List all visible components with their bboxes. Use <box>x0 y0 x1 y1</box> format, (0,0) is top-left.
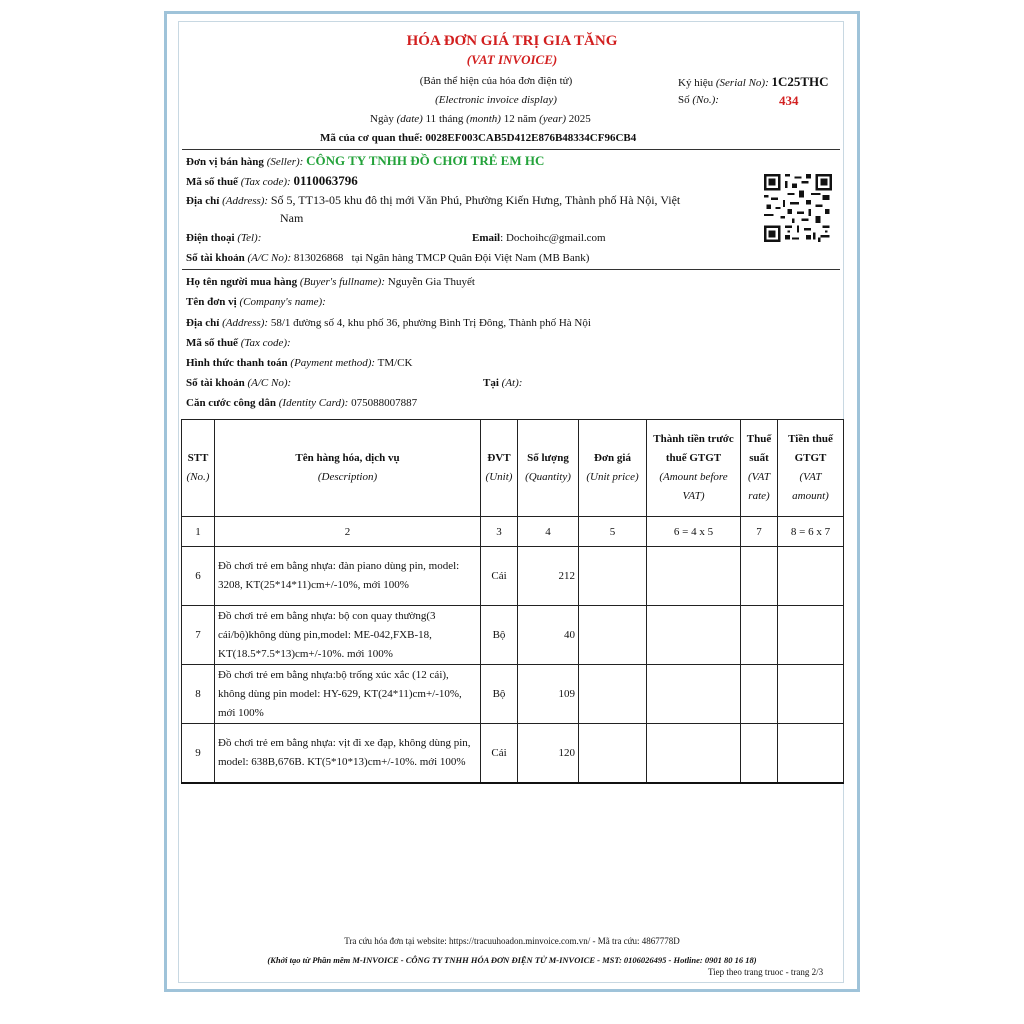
buyer-fullname: Nguyễn Gia Thuyết <box>387 276 475 288</box>
col-header-vat-amount: Tiền thuế GTGT (VAT amount) <box>778 420 844 517</box>
seller-name-row: Đơn vị bán hàng (Seller): CÔNG TY TNHH ĐỒ CHƠI TRẺ EM HC <box>186 153 545 168</box>
invoice-subtitle: (VAT INVOICE) <box>466 52 558 67</box>
seller-email: Dochoihc@gmail.com <box>505 232 606 244</box>
display-label-en: (Electronic invoice display) <box>435 94 557 106</box>
col-header-vat-rate: Thuế suất (VAT rate) <box>741 420 778 517</box>
buyer-account-row: Số tài khoản (A/C No): <box>186 377 292 389</box>
buyer-address-row: Địa chỉ (Address): 58/1 đường số 4, khu phố 36, phường Bình Trị Đông, Thành phố Hà Nội <box>186 317 591 329</box>
seller-account: 813026868 <box>293 252 344 264</box>
invoice-number: 434 <box>779 93 799 108</box>
lookup-info: Tra cứu hóa đơn tại website: https://tracuuhoadon.minvoice.com.vn/ - Mã tra cứu: 4867778D <box>344 936 680 946</box>
col-header-description: Tên hàng hóa, dịch vụ (Description) <box>215 420 481 517</box>
table-row: 7 Đồ chơi trẻ em bằng nhựa: bộ con quay thường(3 cái/bộ)không dùng pin,model: ME-042,FXB-18, KT(18.5*7.5*13)cm+/-10%. mới 100% Bộ 40 <box>182 606 844 665</box>
table-row: 9 Đồ chơi trẻ em bằng nhựa: vịt đi xe đạp, không dùng pin, model: 638B,676B. KT(5*10*13)cm+/-10%. mới 100% Cái 120 <box>182 724 844 784</box>
divider <box>182 269 840 270</box>
number-label-row: Số (No.): <box>678 94 719 106</box>
seller-account-row: Số tài khoản (A/C No): 813026868 tại Ngân hàng TMCP Quân Đội Việt Nam (MB Bank) <box>186 252 590 264</box>
qr-code-icon <box>764 174 832 242</box>
buyer-payment-row: Hình thức thanh toán (Payment method): TM/CK <box>186 357 413 369</box>
page-number: Tiep theo trang truoc - trang 2/3 <box>708 967 824 977</box>
serial-label: Ký hiệu <box>678 77 714 89</box>
items-table <box>181 419 844 784</box>
seller-address-line2: Nam <box>280 211 304 225</box>
buyer-at-row: Tại (At): <box>483 377 523 389</box>
buyer-address: 58/1 đường số 4, khu phố 36, phường Bình Trị Đông, Thành phố Hà Nội <box>270 317 591 329</box>
buyer-fullname-row: Họ tên người mua hàng (Buyer's fullname): Nguyễn Gia Thuyết <box>186 276 475 288</box>
provider-info: (Khởi tạo từ Phần mềm M-INVOICE - CÔNG TY TNHH HÓA ĐƠN ĐIỆN TỬ M-INVOICE - MST: 0106026495 - Hotline: 0901 80 16 18) <box>267 955 757 965</box>
number-label: Số <box>678 94 690 106</box>
table-row: 6 Đồ chơi trẻ em bằng nhựa: đàn piano dùng pin, model: 3208, KT(25*14*11)cm+/-10%, mới 100% Cái 212 <box>182 547 844 606</box>
seller-tax-code: 0110063796 <box>293 173 358 188</box>
seller-address-row: Địa chỉ (Address): Số 5, TT13-05 khu đô thị mới Văn Phú, Phường Kiến Hưng, Thành phố Hà Nội, Việt <box>186 193 681 207</box>
serial-row: Ký hiệu (Serial No): 1C25THC <box>678 74 829 89</box>
col-header-unit-price: Đơn giá (Unit price) <box>579 420 647 517</box>
seller-phone-row: Điện thoại (Tel): <box>186 232 262 244</box>
seller-name: CÔNG TY TNHH ĐỒ CHƠI TRẺ EM HC <box>306 153 545 168</box>
table-header-row <box>182 420 844 517</box>
display-label-vi: (Bản thể hiện của hóa đơn điện tử) <box>419 75 573 87</box>
invoice-title: HÓA ĐƠN GIÁ TRỊ GIA TĂNG <box>406 33 618 49</box>
divider <box>182 149 840 150</box>
tax-authority-code-row: Mã của cơ quan thuế: 0028EF003CAB5D412E876B48334CF96CB4 <box>320 132 637 144</box>
buyer-tax-row: Mã số thuế (Tax code): <box>186 337 291 349</box>
col-header-unit: ĐVT (Unit) <box>481 420 518 517</box>
payment-method: TM/CK <box>377 357 413 369</box>
col-header-quantity: Số lượng (Quantity) <box>518 420 579 517</box>
serial-value: 1C25THC <box>771 74 829 89</box>
table-row: 8 Đồ chơi trẻ em bằng nhựa:bộ trống xúc xắc (12 cái), không dùng pin model: HY-629, KT(24*11)cm+/-10%, mới 100% Bộ 109 <box>182 665 844 724</box>
buyer-id-number: 075088007887 <box>351 397 418 409</box>
seller-tax-row: Mã số thuế (Tax code): 0110063796 <box>186 173 358 188</box>
seller-bank: tại Ngân hàng TMCP Quân Đội Việt Nam (MB Bank) <box>351 252 590 264</box>
seller-email-row: Email: Dochoihc@gmail.com <box>472 232 606 244</box>
buyer-id-row: Căn cước công dân (Identity Card): 075088007887 <box>186 397 418 409</box>
col-header-no: STT (No.) <box>182 420 215 517</box>
col-header-amount: Thành tiền trước thuế GTGT (Amount before VAT) <box>647 420 741 517</box>
table-index-row: 1 2 3 4 5 6 = 4 x 5 7 8 = 6 x 7 <box>182 517 844 547</box>
buyer-company-row: Tên đơn vị (Company's name): <box>186 296 326 308</box>
invoice-date: Ngày (date) 11 tháng (month) 12 năm (year) 2025 <box>370 113 591 125</box>
tax-authority-code: 0028EF003CAB5D412E876B48334CF96CB4 <box>425 132 637 144</box>
seller-address: Số 5, TT13-05 khu đô thị mới Văn Phú, Phường Kiến Hưng, Thành phố Hà Nội, Việt <box>270 193 681 207</box>
